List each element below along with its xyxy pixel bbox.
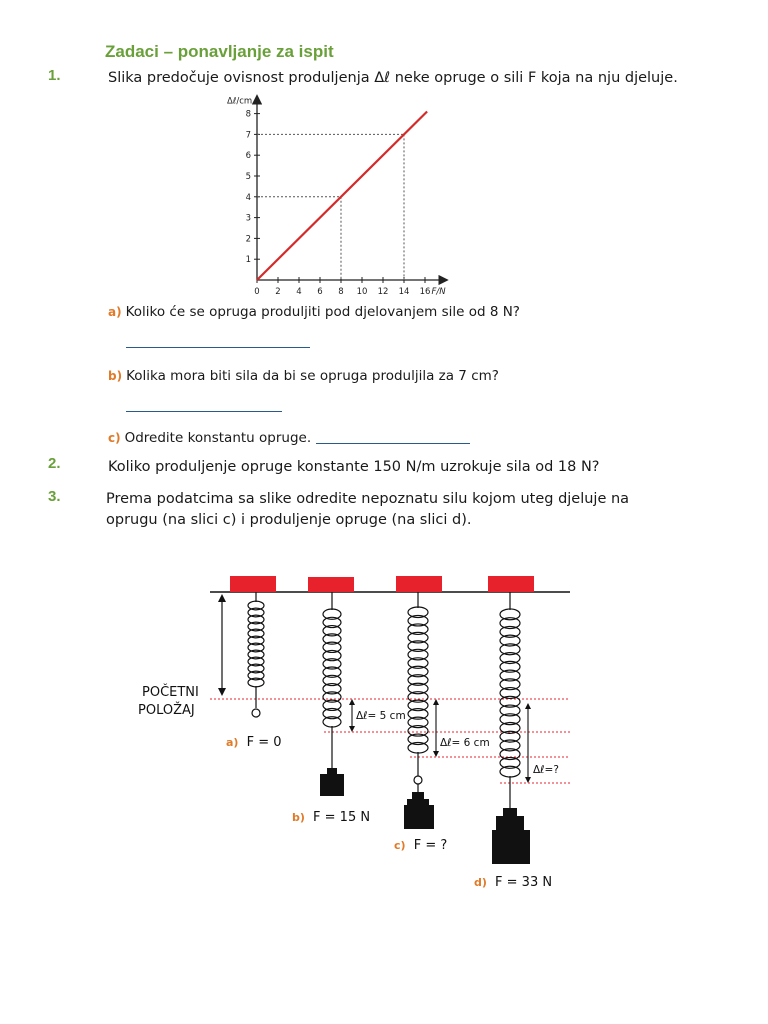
question-1b-label: b) xyxy=(108,369,123,383)
delta-arrow-c xyxy=(433,699,439,757)
question-1c-text: Odredite konstantu opruge. xyxy=(124,430,312,446)
case-c-label: c) xyxy=(394,839,406,852)
case-d-caption xyxy=(474,875,552,890)
delta-arrow-b xyxy=(349,699,355,732)
answer-line-1c[interactable] xyxy=(316,442,470,444)
delta-label-d: Δℓ=? xyxy=(533,764,559,776)
case-d-label: d) xyxy=(474,876,487,889)
spring-d xyxy=(500,592,520,783)
weight-b xyxy=(320,732,344,796)
x-tick-label: 12 xyxy=(377,287,389,297)
x-tick-label: 2 xyxy=(275,287,281,297)
x-axis-label: F/N xyxy=(431,287,446,297)
y-tick-label: 8 xyxy=(245,109,251,120)
delta-label-c: Δℓ= 6 cm xyxy=(440,737,490,749)
x-tick-label: 16 xyxy=(419,287,431,297)
ceiling-block-c xyxy=(396,576,442,592)
spring-b xyxy=(323,592,341,732)
y-tick-label: 6 xyxy=(245,151,251,162)
y-tick-label: 3 xyxy=(245,213,251,224)
x-tick-label: 8 xyxy=(338,287,344,297)
question-1a-label: a) xyxy=(108,305,122,319)
answer-line-1a[interactable] xyxy=(126,346,310,348)
extension-force-chart xyxy=(215,92,475,300)
question-1a-text: Koliko će se opruga produljiti pod djelovanjem sile od 8 N? xyxy=(125,304,520,320)
case-a-caption xyxy=(226,735,282,750)
question-1b-text: Kolika mora biti sila da bi se opruga produljila za 7 cm? xyxy=(126,368,499,384)
data-series-line xyxy=(257,112,427,280)
question-1-number: 1. xyxy=(48,67,61,84)
weight-c xyxy=(404,776,434,829)
spring-a xyxy=(248,592,264,717)
question-1a xyxy=(108,304,520,320)
case-d-force: F = 33 N xyxy=(495,875,553,890)
x-tick-label: 14 xyxy=(398,287,410,297)
x-tick-label: 10 xyxy=(356,287,368,297)
y-tick-label: 7 xyxy=(245,130,251,141)
x-tick-label: 0 xyxy=(254,287,260,297)
y-tick-label: 1 xyxy=(245,255,251,266)
springs-diagram xyxy=(130,568,580,898)
case-a-label: a) xyxy=(226,736,239,749)
case-c-caption xyxy=(394,838,447,853)
question-1-text: Slika predočuje ovisnost produljenja Δℓ neke opruge o sili F koja na nju djeluje. xyxy=(108,70,678,86)
question-2-number: 2. xyxy=(48,455,61,472)
answer-line-1b[interactable] xyxy=(126,410,282,412)
arrow-head-up xyxy=(218,594,226,602)
y-tick-label: 5 xyxy=(245,172,251,182)
case-b-label: b) xyxy=(292,811,305,824)
question-1b xyxy=(108,368,499,384)
spring-hook xyxy=(252,709,260,717)
spring-c xyxy=(408,592,428,776)
question-1c xyxy=(108,430,311,446)
x-tick-label: 4 xyxy=(296,287,302,297)
ceiling-block-a xyxy=(230,576,276,592)
question-1c-label: c) xyxy=(108,431,121,445)
case-a-force: F = 0 xyxy=(246,735,282,750)
ceiling-block-b xyxy=(308,577,354,592)
y-axis-label: Δℓ/cm xyxy=(227,96,253,107)
ceiling-block-d xyxy=(488,576,534,592)
weight-d xyxy=(492,783,530,864)
page-title: Zadaci – ponavljanje za ispit xyxy=(105,42,334,61)
question-2-text: Koliko produljenje opruge konstante 150 N/m uzrokuje sila od 18 N? xyxy=(108,459,600,475)
delta-label-b: Δℓ= 5 cm xyxy=(356,710,406,722)
y-tick-label: 2 xyxy=(245,234,251,245)
initial-label-1: POČETNI xyxy=(142,685,199,700)
y-tick-label: 4 xyxy=(245,192,251,203)
initial-label-2: POLOŽAJ xyxy=(138,703,195,718)
case-c-force: F = ? xyxy=(413,838,448,853)
question-3-number: 3. xyxy=(48,488,61,505)
question-3-line-1: Prema podatcima sa slike odredite nepoznatu silu kojom uteg djeluje na xyxy=(106,491,630,507)
case-b-caption xyxy=(292,810,370,825)
arrow-head-down xyxy=(218,688,226,696)
question-3-line-2: oprugu (na slici c) i produljenje opruge (na slici d). xyxy=(106,512,472,528)
delta-arrow-d xyxy=(525,703,531,783)
case-b-force: F = 15 N xyxy=(313,810,371,825)
x-tick-label: 6 xyxy=(317,287,323,297)
